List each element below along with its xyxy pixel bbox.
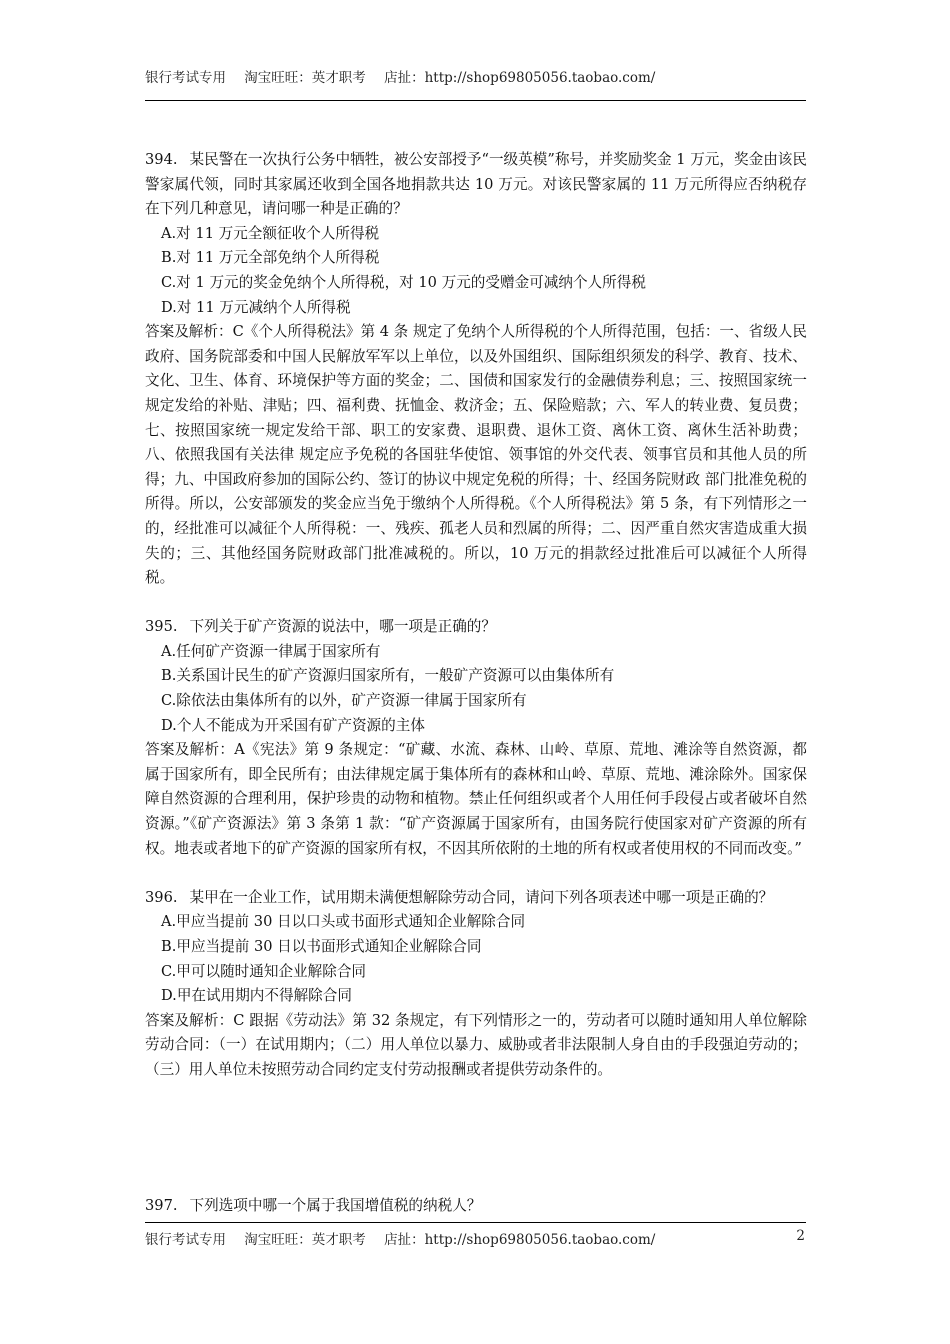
question-number: 397. — [145, 1197, 178, 1214]
footer-label: 银行考试专用 — [145, 1232, 226, 1248]
option-b: B.甲应当提前 30 日以书面形式通知企业解除合同 — [161, 938, 482, 955]
option-a: A.对 11 万元全额征收个人所得税 — [161, 224, 380, 242]
answer-explanation: 答案及解析：C《个人所得税法》第 4 条 规定了免纳个人所得税的个人所得范围，包括：一、省级人民政府、国务院部委和中国人民解放军军以上单位，以及外国组织、国际组织须发的科学、教育、技术、文化、卫生、体育、环境保护等方面的奖金；二、国债和国家发行的金融债券利息；三、按照国家统一规定发给的补贴、津贴；四、福利费、抚恤金、救济金；五、保险赔款；六、军人的转业费、复员费；七、按照国家统一规定发给干部、职工的安家费、退职费、退休工资、离休工资、离休生活补助费；八、依照我国有关法律 规定应予免税的各国驻华使馆、领事馆的外交代表、领事官员和其他人员的所得；九、中国政府参加的国际公约、签订的协议中规定免税的所得；十、经国务院财政 部门批准免税的所得。所以，公安部颁发的奖金应当免于缴纳个人所得税。《个人所得税法》第 5 条，有下列情形之一的，经批准可以减征个人所得税：一、残疾、孤老人员和烈属的所得；二、因严重自然灾害造成重大损失的；三、其他经国务院财政部门批准减税的。所以，10 万元的捐款经过批准后可以减征个人所得税。 — [145, 323, 807, 587]
option-b: B.对 11 万元全部免纳个人所得税 — [161, 249, 380, 267]
header-label: 银行考试专用 — [145, 70, 226, 86]
option-c: C.甲可以随时通知企业解除合同 — [161, 962, 367, 980]
footer-shop-name: 淘宝旺旺：英才职考 — [244, 1232, 366, 1248]
question-number: 396. — [145, 888, 178, 906]
footer-shop-url: 店扯：http://shop69805056.taobao.com/ — [384, 1232, 656, 1248]
question-text: 某民警在一次执行公务中牺牲，被公安部授予“一级英模”称号，并奖励奖金 1 万元，奖金由该民警家属代领，同时其家属还收到全国各地捐款共达 10 万元。对该民警家属的 11 万元所得应否纳税存在下列几种意见，请问哪一种是正确的？ — [145, 151, 807, 218]
answer-explanation: 答案及解析：A《宪法》第 9 条规定：“矿藏、水流、森林、山岭、草原、荒地、滩涂等自然资源，都属于国家所有，即全民所有；由法律规定属于集体所有的森林和山岭、草原、荒地、滩涂除外。国家保障自然资源的合理利用，保护珍贵的动物和植物。禁止任何组织或者个人用任何手段侵占或者破坏自然资源。”《矿产资源法》第 3 条第 1 款：“矿产资源属于国家所有，由国务院行使国家对矿产资源的所有权。地表或者地下的矿产资源的国家所有权，不因其所依附的土地的所有权或者使用权的不同而改变。” — [145, 741, 807, 857]
header-shop-url: 店扯：http://shop69805056.taobao.com/ — [384, 70, 656, 86]
page-number: 2 — [796, 1228, 805, 1244]
page-footer — [145, 1228, 807, 1248]
question-397 — [145, 1194, 807, 1219]
answer-explanation: 答案及解析：C 跟据《劳动法》第 32 条规定，有下列情形之一的，劳动者可以随时通知用人单位解除劳动合同：（一）在试用期内；（二）用人单位以暴力、威胁或者非法限制人身自由的手段强迫劳动的；（三）用人单位未按照劳动合同约定支付劳动报酬或者提供劳动条件的。 — [145, 1011, 807, 1078]
question-text: 某甲在一企业工作，试用期未满便想解除劳动合同，请问下列各项表述中哪一项是正确的？ — [189, 888, 774, 906]
option-d: D.对 11 万元减纳个人所得税 — [161, 298, 351, 316]
question-text: 下列选项中哪一个属于我国增值税的纳税人？ — [189, 1197, 482, 1214]
footer-divider — [145, 1222, 806, 1223]
header-shop-name: 淘宝旺旺：英才职考 — [244, 70, 366, 86]
option-a: A.甲应当提前 30 日以口头或书面形式通知企业解除合同 — [161, 913, 526, 931]
option-list — [145, 640, 807, 738]
question-number: 394. — [145, 151, 178, 168]
question-394 — [145, 148, 807, 591]
option-a: A.任何矿产资源一律属于国家所有 — [161, 642, 381, 660]
question-396 — [145, 886, 807, 1083]
option-list — [145, 222, 807, 320]
document-body — [145, 148, 807, 1083]
option-d: D.个人不能成为开采国有矿产资源的主体 — [161, 716, 425, 734]
option-c: C.对 1 万元的奖金免纳个人所得税，对 10 万元的受赠金可减纳个人所得税 — [161, 273, 646, 291]
option-b: B.关系国计民生的矿产资源归国家所有，一般矿产资源可以由集体所有 — [161, 667, 615, 685]
option-c: C.除依法由集体所有的以外，矿产资源一律属于国家所有 — [161, 692, 527, 710]
option-list — [145, 910, 807, 1008]
header-divider — [145, 100, 806, 101]
option-d: D.甲在试用期内不得解除合同 — [161, 987, 352, 1005]
question-395 — [145, 615, 807, 861]
question-number: 395. — [145, 618, 178, 636]
question-text: 下列关于矿产资源的说法中，哪一项是正确的？ — [189, 618, 496, 636]
page-header — [145, 66, 805, 86]
